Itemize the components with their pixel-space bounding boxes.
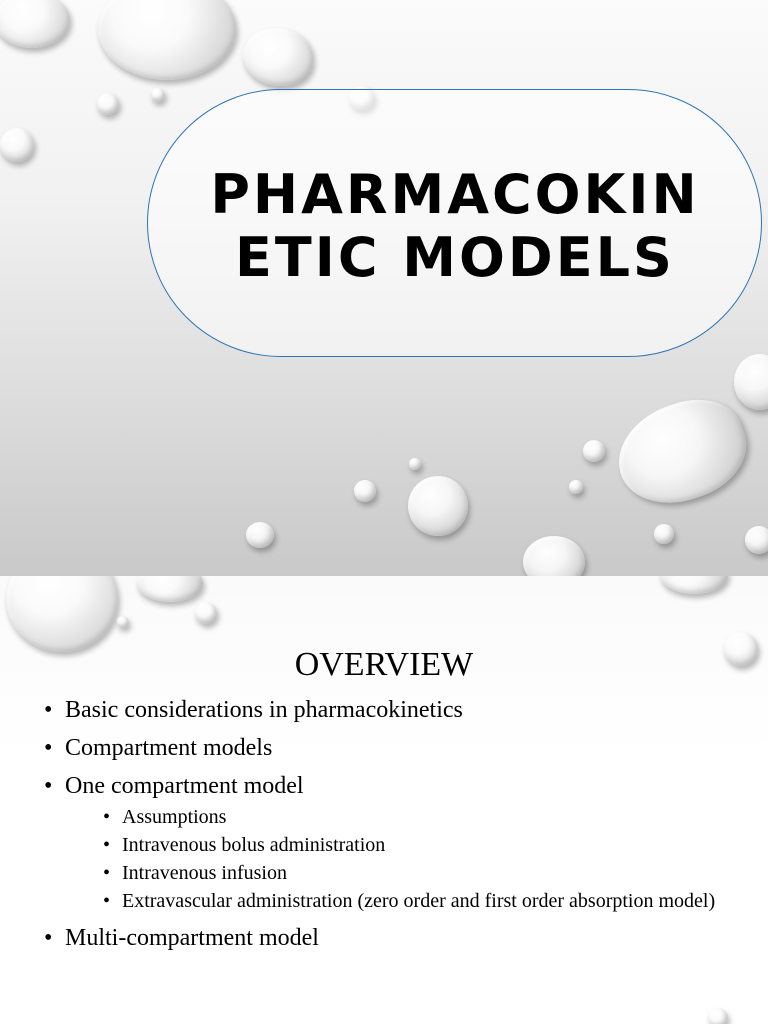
bullet-item: • Basic considerations in pharmacokinetics bbox=[44, 696, 744, 724]
bullet-item: • Compartment models bbox=[44, 734, 744, 762]
water-droplet bbox=[195, 602, 217, 624]
bullet-list bbox=[44, 696, 744, 962]
water-droplet bbox=[0, 128, 34, 162]
water-droplet bbox=[654, 524, 674, 544]
water-droplet bbox=[734, 354, 768, 410]
water-droplet bbox=[660, 576, 728, 594]
sub-bullet-list bbox=[44, 806, 744, 912]
sub-bullet-item: • Intravenous infusion bbox=[103, 862, 744, 884]
water-droplet bbox=[6, 576, 118, 652]
overview-slide bbox=[0, 576, 768, 1024]
sub-bullet-item: • Extravascular administration (zero order and first order absorption model) bbox=[103, 890, 744, 912]
water-droplet bbox=[137, 576, 203, 602]
water-droplet bbox=[0, 0, 70, 48]
bullet-item: • One compartment model bbox=[44, 772, 744, 800]
water-droplet bbox=[583, 440, 605, 462]
water-droplet bbox=[708, 1008, 728, 1024]
water-droplet bbox=[243, 28, 313, 86]
slide-title: PHARMACOKIN ETIC MODELS bbox=[210, 163, 700, 289]
water-droplet bbox=[409, 458, 421, 470]
water-droplet bbox=[569, 480, 583, 494]
slide-title: OVERVIEW bbox=[294, 646, 474, 683]
water-droplet bbox=[151, 88, 165, 102]
water-droplet bbox=[745, 526, 768, 554]
sub-bullet-item: • Assumptions bbox=[103, 806, 744, 828]
water-droplet bbox=[354, 480, 376, 502]
water-droplet bbox=[117, 616, 129, 628]
water-droplet bbox=[97, 93, 119, 115]
water-droplet bbox=[408, 476, 468, 536]
water-droplet bbox=[605, 386, 758, 517]
water-droplet bbox=[246, 522, 274, 548]
water-droplet bbox=[523, 536, 585, 576]
bullet-item: • Multi-compartment model bbox=[44, 924, 744, 952]
water-droplet bbox=[98, 0, 236, 80]
sub-bullet-item: • Intravenous bolus administration bbox=[103, 834, 744, 856]
